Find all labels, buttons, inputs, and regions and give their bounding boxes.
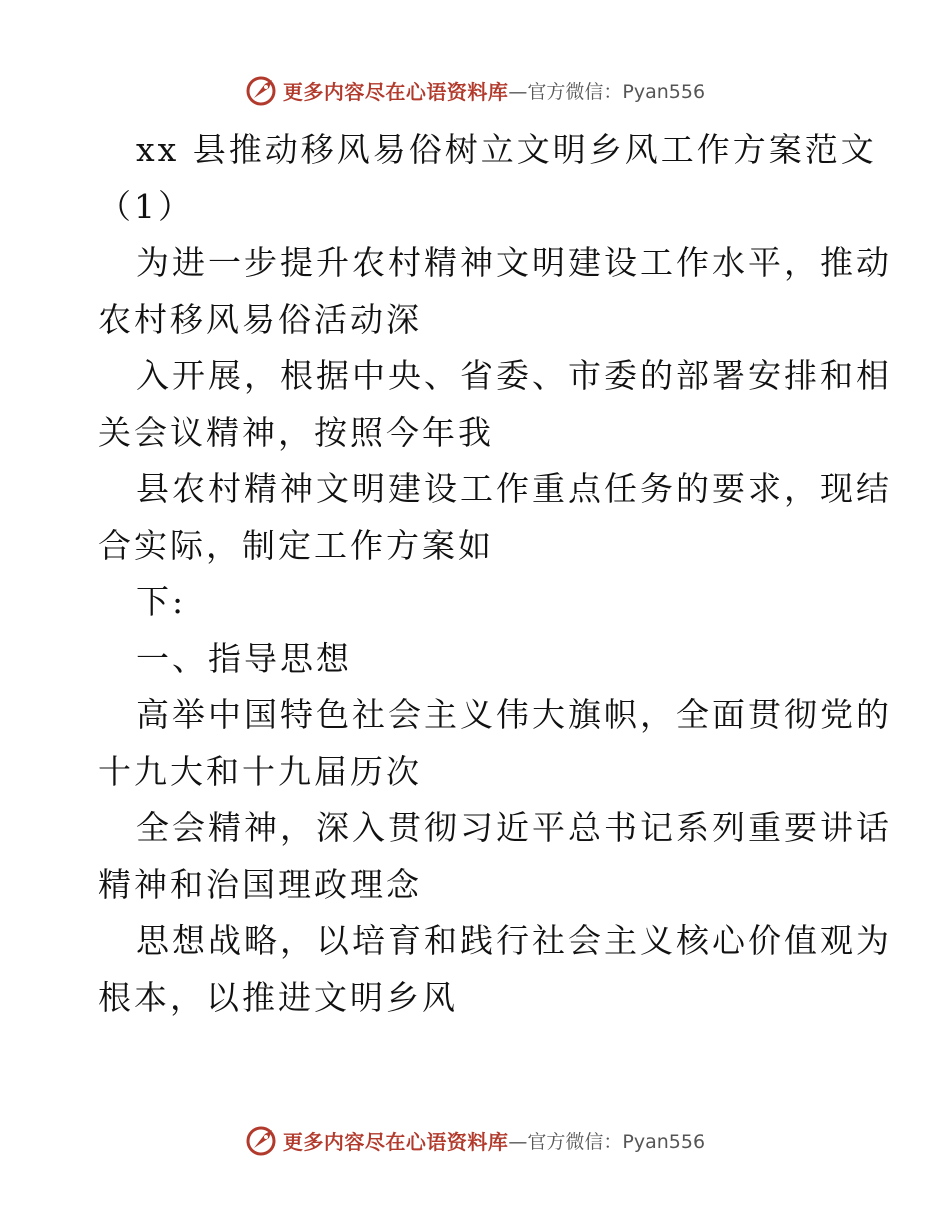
- document-line: 全会精神，深入贯彻习近平总书记系列重要讲话: [136, 808, 892, 847]
- document-line: 农村移风易俗活动深: [98, 299, 422, 339]
- document-line: 精神和治国理政理念: [98, 864, 422, 904]
- document-line: 下:: [136, 582, 187, 621]
- document-line: 县农村精神文明建设工作重点任务的要求，现结: [136, 469, 892, 508]
- document-line: 高举中国特色社会主义伟大旗帜，全面贯彻党的: [136, 695, 892, 734]
- banner-contact-text: —官方微信：Pyan556: [508, 1130, 706, 1153]
- banner-lead-text: 更多内容尽在心语资料库: [282, 79, 509, 104]
- document-line: 为进一步提升农村精神文明建设工作水平，推动: [136, 243, 892, 282]
- document-line: xx 县推动移风易俗树立文明乡风工作方案范文: [136, 130, 877, 169]
- pen-nib-logo-icon: [245, 72, 281, 108]
- document-line: 关会议精神，按照今年我: [98, 412, 494, 452]
- document-line: （1）: [98, 186, 194, 226]
- document-line: 十九大和十九届历次: [98, 751, 422, 791]
- document-line: 思想战略，以培育和践行社会主义核心价值观为: [136, 921, 892, 960]
- document-line: 根本，以推进文明乡风: [98, 977, 458, 1017]
- footer-banner: [0, 1120, 950, 1160]
- document-body: [98, 122, 892, 1026]
- document-line: 入开展，根据中央、省委、市委的部署安排和相: [136, 356, 892, 395]
- document-line: 合实际，制定工作方案如: [98, 525, 494, 565]
- pen-nib-logo-icon: [245, 1122, 281, 1158]
- header-banner: [0, 70, 950, 110]
- banner-contact-text: —官方微信：Pyan556: [508, 80, 706, 103]
- banner-lead-text: 更多内容尽在心语资料库: [282, 1129, 509, 1154]
- document-line: 一、指导思想: [136, 638, 352, 678]
